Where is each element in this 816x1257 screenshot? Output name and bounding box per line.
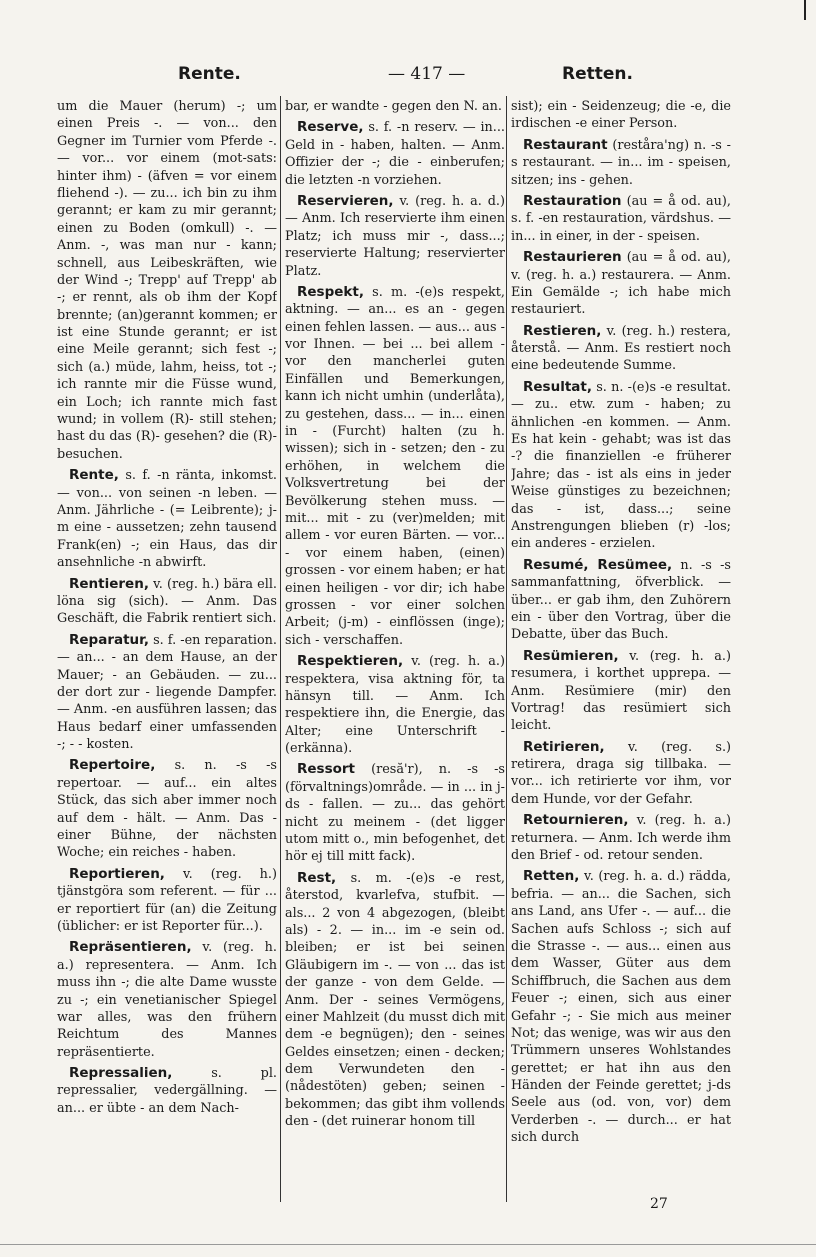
- entry-definition: v. (reg. h. a.) respektera, visa aktning för, ta hänsyn till. — Anm. Ich respektiere ihn, die Energie, das Alter; eine Unterschrift - (erkänna).: [285, 654, 505, 757]
- dictionary-entry: [57, 1064, 277, 1117]
- entry-definition: um die Mauer (herum) -; um einen Preis -. — von... den Gegner im Turnier vom Pferde -. — vor... vor einem (mot-sats: hinter ihm) - (äfven = vor einem fliehend -). — zu... ich bin zu ihm gerannt; er kam zu mir gerannt; einen zu Boden (omkull) -. — Anm. -, was man nur - kann; schnell, aus Leibeskräften, wie der Wind -; Trepp' auf Trepp' ab -; er rennt, als ob ihm der Kopf brennte; (an)gerannt kommen; er ist eine Stunde gerannt; er ist eine Meile gerannt; sich fest -; sich (a.) müde, lahm, heiss, tot -; ich rannte mir die Füsse wund, ein Loch; ich rannte mich fast wund; in vollem (R)- still stehen; hast du das (R)- gesehen? die (R)- besuchen.: [57, 99, 277, 462]
- entry-definition: v. (reg. h. a. d.) — Anm. Ich reservierte ihm einen Platz; ich muss mir -, dass...; reservierte Haltung; reservierter Platz.: [285, 193, 505, 279]
- page-header: [60, 64, 760, 88]
- entry-headword: Respektieren,: [297, 653, 404, 670]
- entry-definition: v. (reg. h. a. d.) rädda, befria. — an... die Sachen, sich ans Land, ans Ufer -. — auf... die Sachen aufs Schloss -; sich auf die Strasse -. — aus... einen aus dem Wasser, Güter aus dem Schiffbruch, die Sachen aus dem Feuer -; einen, sich aus einer Gefahr -; - Sie mich aus meiner Not; das wenige, was wir aus den Trümmern unseres Wohlstandes gerettet; er hat ihn aus den Händen der Feinde gerettet; j-ds Seele aus (od. von, vor) dem Verderben -. — durch... er hat sich durch: [511, 869, 731, 1146]
- dictionary-entry: [511, 322, 731, 375]
- entry-definition: n. -s -s sammanfattning, öfverblick. — über... er gab ihm, den Zuhörern ein - über den Vortrag, über die Debatte, über das Buch.: [511, 557, 731, 643]
- dictionary-entry: [285, 283, 505, 649]
- dictionary-entry: [511, 867, 731, 1146]
- entry-definition: (reståra'ng) n. -s -s restaurant. — in... im - speisen, sitzen; ins - gehen.: [511, 137, 731, 188]
- dictionary-entry: [511, 647, 731, 735]
- entry-definition: s. f. -n ränta, inkomst. — von... von seinen -n leben. — Anm. Jährliche - (= Leibrente); j-m eine - aussetzen; zehn tausend Frank(en) -; ein Haus, das dir ansehnliche -n abwirft.: [57, 468, 277, 571]
- dictionary-entry: [57, 575, 277, 628]
- entry-definition: s. n. -s -s repertoar. — auf... ein altes Stück, das sich aber immer noch auf dem - hält. — Anm. Das - einer Bühne, der nächsten Woche; ein reiches - haben.: [57, 758, 277, 861]
- dictionary-entry: [57, 756, 277, 861]
- entry-headword: Respekt,: [297, 283, 364, 300]
- entry-headword: Ressort: [297, 761, 356, 778]
- column-1: [57, 98, 277, 1208]
- dictionary-entry: [57, 631, 277, 754]
- entry-headword: Restaurieren: [523, 249, 622, 266]
- entry-definition: s. f. -n reserv. — in... Geld in - haben, halten. — Anm. Offizier der -; die - einberufen; die letzten -n vorziehen.: [285, 120, 505, 188]
- entry-definition: s. m. -(e)s respekt, aktning. — an... es an - gegen einen fehlen lassen. — aus... aus - vor Ihnen. — bei ... bei allem - vor den mancherlei guten Einfällen und Bemerkungen, kann ich nicht umhin (underlåta), zu gestehen, dass... — in... einen in - (Furcht) halten (zu h. wissen); sich in - setzen; den - zu erhöhen, in welchem die Volksvertretung bei der Bevölkerung stehen muss. — mit... mit - zu (ver)melden; mit allem - vor euren Bärten. — vor... - vor einem haben, (einen) grossen - vor einem haben; er hat einen heiligen - vor dir; ich habe grossen - vor einer solchen Arbeit; (j-m) - einflössen (inge); sich - verschaffen.: [285, 284, 505, 648]
- entry-definition: v. (reg. h.) tjänstgöra som referent. — für ... er reportiert für (an) die Zeitung (üblicher: er ist Reporter für...).: [57, 866, 277, 934]
- dictionary-entry: [285, 652, 505, 757]
- dictionary-entry: [57, 466, 277, 571]
- entry-definition: sist); ein - Seidenzeug; die -e, die irdischen -e einer Person.: [511, 99, 731, 132]
- entry-definition: s. pl. repressalier, vedergällning. — an... er übte - an dem Nach-: [57, 1066, 277, 1116]
- page-edge-mark: [804, 0, 806, 20]
- dictionary-entry: [285, 192, 505, 280]
- entry-headword: Retournieren,: [523, 812, 629, 829]
- dictionary-entry: [511, 136, 731, 189]
- entry-headword: Reportieren,: [69, 865, 165, 882]
- entry-headword: Repressalien,: [69, 1065, 173, 1082]
- entry-definition: bar, er wandte - gegen den N. an.: [285, 99, 502, 114]
- entry-headword: Reparatur,: [69, 631, 149, 648]
- entry-headword: Restauration: [523, 192, 622, 209]
- column-rule: [506, 96, 507, 1202]
- entry-headword: Rest,: [297, 869, 337, 886]
- dictionary-entry: [285, 118, 505, 189]
- column-rule: [280, 96, 281, 1202]
- entry-definition: s. f. -en reparation. — an... - an dem Hause, an der Mauer; - an Gebäuden. — zu... der dort zur - liegende Dampfer. — Anm. -en ausführen lassen; das Haus bedarf einer umfassenden -; - - kosten.: [57, 632, 277, 753]
- dictionary-entry: [511, 378, 731, 553]
- entry-headword: Reservieren,: [297, 192, 394, 209]
- dictionary-entry: [57, 98, 277, 463]
- dictionary-entry: [285, 760, 505, 865]
- header-first-word: Rente.: [178, 64, 241, 84]
- entry-headword: Restieren,: [523, 322, 602, 339]
- entry-definition: s. m. -(e)s -e rest, återstod, kvarlefva, stufbit. — als... 2 von 4 abgezogen, (bleibt als) - 2. — in... im -e sein od. bleiben; er ist bei seinen Gläubigern im -. — von ... das ist der ganze - von dem Gelde. — Anm. Der - seines Vermögens, einer Mahlzeit (du musst dich mit dem -e begnügen); den - seines Geldes einsetzen; einen - decken; dem Verwundeten den - (nådestöten) geben; seinen - bekommen; das gibt ihm vollends den - (det ruinerar honom till: [285, 870, 505, 1130]
- entry-definition: (au = å od. au), s. f. -en restauration, värdshus. — in... in einer, in der - speisen.: [511, 193, 731, 244]
- dictionary-entry: [57, 938, 277, 1061]
- dictionary-entry: [511, 98, 731, 133]
- entry-headword: Resümieren,: [523, 647, 619, 664]
- entry-definition: v. (reg. h. a.) returnera. — Anm. Ich werde ihm den Brief - od. retour senden.: [511, 813, 731, 864]
- entry-headword: Retirieren,: [523, 738, 605, 755]
- entry-headword: Rente,: [69, 467, 119, 484]
- column-2: [285, 98, 505, 1208]
- entry-definition: v. (reg. h.) restera, återstå. — Anm. Es restiert noch eine bedeutende Summe.: [511, 323, 731, 374]
- page-number: — 417 —: [388, 64, 466, 84]
- entry-headword: Restaurant: [523, 136, 608, 153]
- entry-definition: (resă'r), n. -s -s (förvaltnings)område. — in ... in j-ds - fallen. — zu... das gehört nicht zu meinem - (det ligger utom mitt o., min befogenhet, det hör ej till mitt fack).: [285, 762, 505, 865]
- dictionary-entry: [285, 98, 505, 115]
- dictionary-entry: [285, 869, 505, 1131]
- entry-definition: s. n. -(e)s -e resultat. — zu.. etw. zum - haben; zu ähnlichen -en kommen. — Anm. Es hat kein - gehabt; was ist das -? die finanziellen -e früherer Jahre; das - ist als eins in jeder Weise günstiges zu bezeichnen; das - ist, dass...; seine Anstrengungen blieben (r) -los; ein anderes - erzielen.: [511, 379, 731, 552]
- dictionary-entry: [511, 811, 731, 864]
- entry-headword: Rentieren,: [69, 575, 149, 592]
- entry-headword: Retten,: [523, 868, 580, 885]
- signature-mark: 27: [650, 1196, 668, 1212]
- dictionary-entry: [511, 248, 731, 319]
- dictionary-entry: [57, 865, 277, 936]
- dictionary-entry: [511, 192, 731, 245]
- entry-definition: (au = å od. au), v. (reg. h. a.) restaurera. — Anm. Ein Gemälde -; ich habe mich restauriert.: [511, 250, 731, 318]
- entry-definition: v. (reg. h. a.) representera. — Anm. Ich muss ihn -; die alte Dame wusste zu -; ein venetianischer Spiegel war alles, was den frühern Reichtum des Mannes repräsentierte.: [57, 940, 277, 1060]
- column-3: [511, 98, 731, 1208]
- page-bottom-edge: [0, 1244, 816, 1245]
- entry-headword: Repräsentieren,: [69, 939, 192, 956]
- entry-headword: Resultat,: [523, 378, 592, 395]
- entry-definition: v. (reg. s.) retirera, draga sig tillbaka. — vor... ich retirierte vor ihm, vor dem Hunde, vor der Gefahr.: [511, 739, 731, 807]
- header-last-word: Retten.: [562, 64, 633, 84]
- entry-definition: v. (reg. h.) bära ell. löna sig (sich). — Anm. Das Geschäft, die Fabrik rentiert sich.: [57, 576, 277, 627]
- dictionary-entry: [511, 738, 731, 809]
- entry-headword: Repertoire,: [69, 757, 156, 774]
- entry-headword: Resumé, Resümee,: [523, 556, 673, 573]
- dictionary-entry: [511, 556, 731, 644]
- entry-definition: v. (reg. h. a.) resumera, i korthet upprepa. — Anm. Resümiere (mir) den Vortrag! das resümiert sich leicht.: [511, 648, 731, 734]
- entry-headword: Reserve,: [297, 119, 364, 136]
